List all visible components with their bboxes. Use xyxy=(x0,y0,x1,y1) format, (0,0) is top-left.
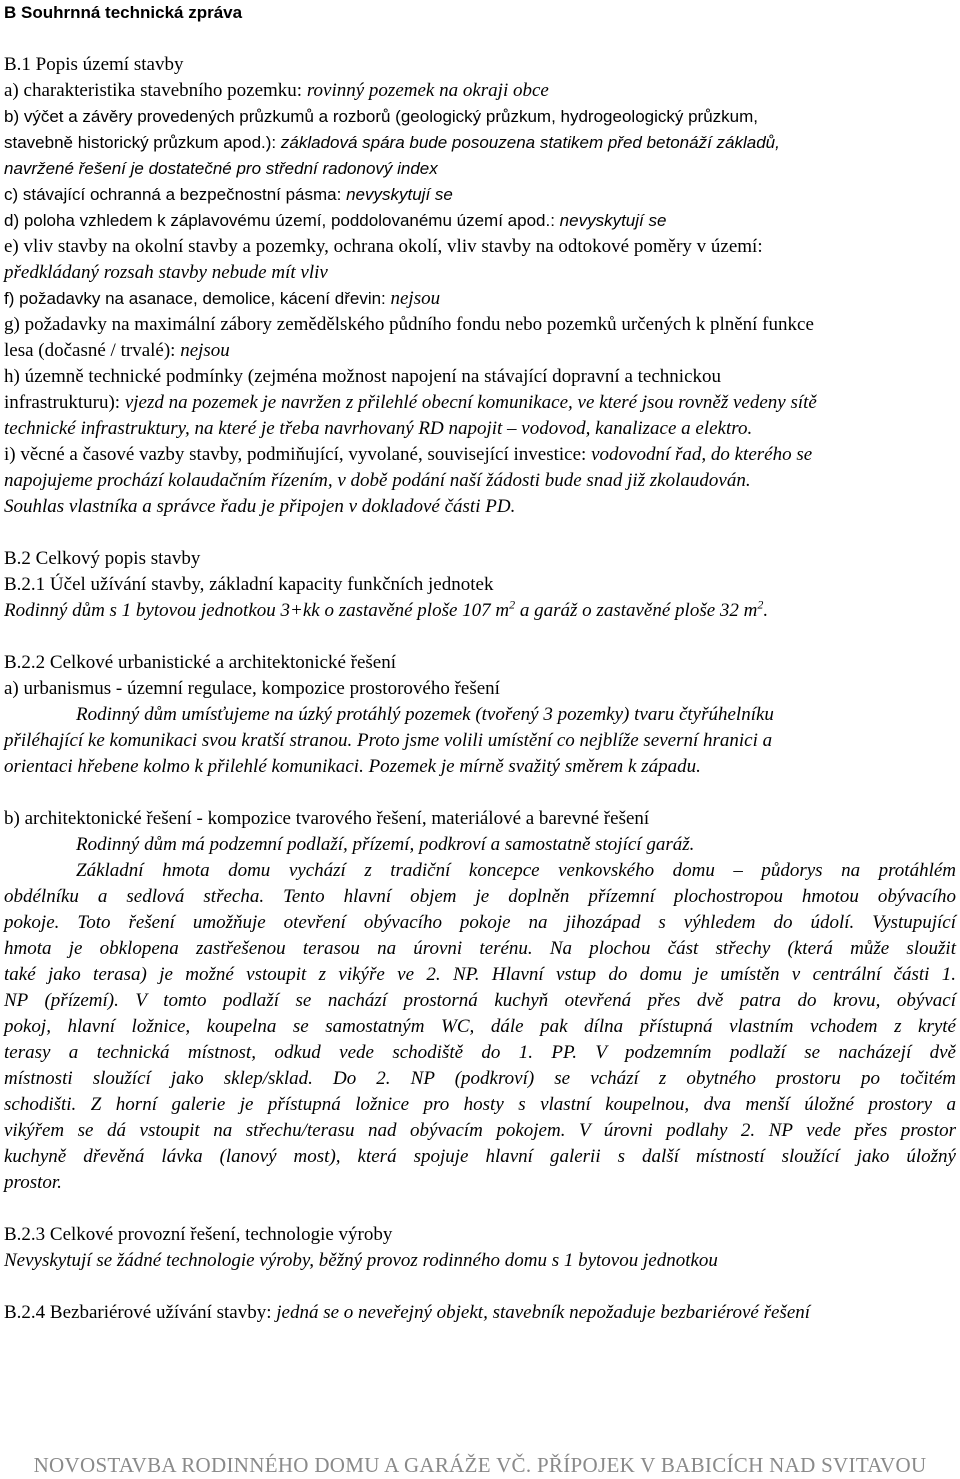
item-f-label: f) požadavky na asanace, demolice, kácení dřevin: xyxy=(4,289,391,308)
item-h-line3: technické infrastruktury, na které je třeba navrhovaný RD napojit – vodovod, kanalizace a elektro. xyxy=(4,418,753,439)
section-b22-heading: B.2.2 Celkové urbanistické a architektonické řešení xyxy=(4,652,397,673)
b22b-line: terasy a technická místnost, odkud vede schodiště do 1. PP. V podzemním podlaží se nacházejí dvě xyxy=(4,1042,956,1063)
item-b-line3: navržené řešení je dostatečné pro střední radonový index xyxy=(4,159,438,178)
b22b-line: vikýřem se dá vstoupit na střechu/terasu nad obývacím pokojem. V úrovni podlahy 2. NP vede přes prostor xyxy=(4,1120,956,1141)
item-a xyxy=(4,79,549,103)
b22b-line: pokoje. Toto řešení umožňuje otevření obývacího pokoje na jihozápad s výhledem do údolí. Vystupující xyxy=(4,912,956,933)
b22a-line-1: Rodinný dům umísťujeme na úzký protáhlý pozemek (tvořený 3 pozemky) tvaru čtyřúhelníku xyxy=(76,704,774,725)
b22b-line: kuchyně dřevěná lávka (lanový most), která spojuje hlavní galerii s další místností sloužící jako úložný xyxy=(4,1146,956,1167)
section-b22b-heading: b) architektonické řešení - kompozice tvarového řešení, materiálové a barevné řešení xyxy=(4,808,650,829)
item-i-line3: Souhlas vlastníka a správce řadu je připojen v dokladové části PD. xyxy=(4,496,516,517)
item-c-label: c) stávající ochranná a bezpečnostní pásma: xyxy=(4,185,347,204)
item-d-label: d) poloha vzhledem k záplavovému území, poddolovanému území apod.: xyxy=(4,211,560,230)
b21-text-b: a garáž o zastavěné ploše 32 m xyxy=(515,600,758,621)
b22a-line-2: přiléhající ke komunikaci svou kratší stranou. Proto jsme volili umístění co nejblíže severní hranici a xyxy=(4,730,773,751)
item-b-line1: b) výčet a závěry provedených průzkumů a rozborů (geologický průzkum, hydrogeologický průzkum, xyxy=(4,107,759,126)
item-c xyxy=(4,183,453,207)
b21-sup-2: 2 xyxy=(757,597,764,612)
b22b-para2-first: Základní hmota domu vychází z tradiční koncepce venkovského domu – půdorys na protáhlém xyxy=(76,860,956,881)
item-b-line2 xyxy=(4,131,780,155)
item-h-line1: h) územně technické podmínky (zejména možnost napojení na stávající dopravní a technickou xyxy=(4,366,721,387)
b22a-line-3: orientaci hřebene kolmo k přilehlé komunikaci. Pozemek je mírně svažitý směrem k západu. xyxy=(4,756,701,777)
item-h-label: infrastrukturu): xyxy=(4,392,125,413)
b22b-line: také jako terasa) je možné vstoupit z vikýře ve 2. NP. Hlavní vstup do domu je umístěn v centrální části 1. xyxy=(4,964,956,985)
section-b23-heading: B.2.3 Celkové provozní řešení, technologie výroby xyxy=(4,1224,393,1245)
b21-text-a: Rodinný dům s 1 bytovou jednotkou 3+kk o zastavěné ploše 107 m xyxy=(4,600,510,621)
b22b-line: hmota je obklopena zastřešenou terasou na úrovni terénu. Na plochou část střechy (která může sloužit xyxy=(4,938,956,959)
item-e-label: e) vliv stavby na okolní stavby a pozemky, ochrana okolí, vliv stavby na odtokové poměry v území: xyxy=(4,236,763,257)
item-f-value: nejsou xyxy=(390,288,441,309)
item-d xyxy=(4,209,666,233)
item-g-line1: g) požadavky na maximální zábory zemědělského půdního fondu nebo pozemků určených k plnění funkce xyxy=(4,314,814,335)
item-i-label: i) věcné a časové vazby stavby, podmiňující, vyvolané, související investice: xyxy=(4,444,592,465)
item-f xyxy=(4,287,440,311)
b21-text-c: . xyxy=(763,600,769,621)
item-a-value: rovinný pozemek na okraji obce xyxy=(306,80,549,101)
section-b21-text xyxy=(4,599,768,623)
item-i-line1 xyxy=(4,443,812,467)
item-b-label: stavebně historický průzkum apod.): xyxy=(4,133,281,152)
section-b1-heading: B.1 Popis území stavby xyxy=(4,54,184,75)
section-b22a-heading: a) urbanismus - územní regulace, kompozice prostorového řešení xyxy=(4,678,500,699)
item-d-value: nevyskytují se xyxy=(559,211,667,230)
item-h-value1: vjezd na pozemek je navržen z přilehlé obecní komunikace, ve které jsou rovněž vedeny sítě xyxy=(124,392,817,413)
b22b-line: pokoj, hlavní ložnice, koupelna se samostatným WC, dále pak dílna přístupná vlastním vchodem z kryté xyxy=(4,1016,956,1037)
item-b-value: základová spára bude posouzena statikem před betonáží základů, xyxy=(280,133,780,152)
b22b-line: NP (přízemí). V tomto podlaží se nachází prostorná kuchyň otevřená přes dvě patra do krovu, obývací xyxy=(4,990,956,1011)
b22b-last-line: prostor. xyxy=(4,1172,62,1193)
b21-sup-1: 2 xyxy=(509,597,516,612)
b22b-line: místnosti sloužící jako sklep/sklad. Do 2. NP (podkroví) se vchází z obytného prostoru po točitém xyxy=(4,1068,956,1089)
section-b21-heading: B.2.1 Účel užívání stavby, základní kapacity funkčních jednotek xyxy=(4,574,494,595)
section-b23-text: Nevyskytují se žádné technologie výroby, běžný provoz rodinného domu s 1 bytovou jednotkou xyxy=(4,1250,718,1271)
item-c-value: nevyskytují se xyxy=(346,185,453,204)
b22b-line-first: Rodinný dům má podzemní podlaží, přízemí, podkroví a samostatně stojící garáž. xyxy=(76,834,695,855)
item-e-value: předkládaný rozsah stavby nebude mít vliv xyxy=(4,262,328,283)
item-g-value: nejsou xyxy=(180,340,230,361)
page-footer: NOVOSTAVBA RODINNÉHO DOMU A GARÁŽE VČ. PŘÍPOJEK V BABICÍCH NAD SVITAVOU xyxy=(33,1453,927,1477)
section-b24-label: B.2.4 Bezbariérové užívání stavby: xyxy=(4,1302,277,1323)
item-i-line2: napojujeme prochází kolaudačním řízením, v době podání naší žádosti bude snad již zkolaudován. xyxy=(4,470,751,491)
section-b2-heading: B.2 Celkový popis stavby xyxy=(4,548,201,569)
b22b-line: obdélníku a sedlová střecha. Tento hlavní objem je doplněn přízemní plochostropou hmotou obývacího xyxy=(4,886,956,907)
document-title: B Souhrnná technická zpráva xyxy=(4,3,243,22)
section-b24-value: jedná se o neveřejný objekt, stavebník nepožaduje bezbariérové řešení xyxy=(276,1302,811,1323)
item-g-label: lesa (dočasné / trvalé): xyxy=(4,340,181,361)
item-h-line2 xyxy=(4,391,817,415)
item-a-label: a) charakteristika stavebního pozemku: xyxy=(4,80,307,101)
item-i-value1: vodovodní řad, do kterého se xyxy=(591,444,813,465)
b22b-line: schodišti. Z horní galerie je přístupná ložnice pro hosty s vlastní koupelnou, dva menší úložné prostory a xyxy=(4,1094,956,1115)
item-g-line2 xyxy=(4,339,230,363)
section-b24 xyxy=(4,1301,810,1325)
